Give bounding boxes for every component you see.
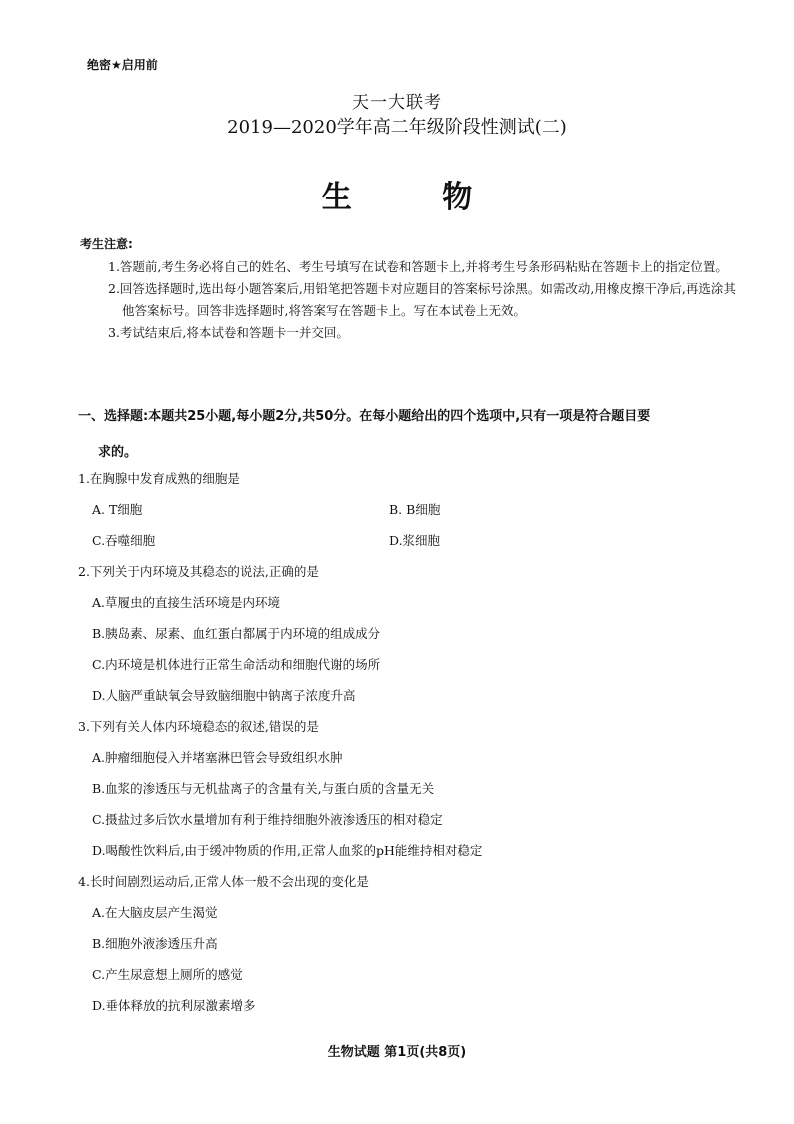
option-a: A. T细胞	[92, 502, 143, 517]
section-heading-line: 求的。	[98, 445, 138, 460]
option-row	[78, 494, 750, 525]
option-d: D.人脑严重缺氧会导致脑细胞中钠离子浓度升高	[92, 688, 356, 703]
option-b: B. B细胞	[389, 502, 441, 517]
question-stem: 2.下列关于内环境及其稳态的说法,正确的是	[78, 564, 319, 579]
page-footer: 生物试题 第1页(共8页)	[327, 1045, 467, 1060]
exam-name: 天一大联考	[352, 93, 442, 113]
question-2	[78, 556, 750, 711]
option-d: D.浆细胞	[389, 533, 441, 548]
option-a: A.在大脑皮层产生渴觉	[92, 905, 218, 920]
exam-header	[0, 92, 794, 140]
notice-item: 2.回答选择题时,选出每小题答案后,用铅笔把答题卡对应题目的答案标号涂黑。如需改动,用橡皮擦干净后,再选涂其他答案标号。回答非选择题时,将答案写在答题卡上。写在本试卷上无效。	[108, 281, 736, 318]
question-1	[78, 463, 750, 556]
notice-title: 考生注意:	[80, 237, 133, 251]
question-stem: 1.在胸腺中发育成熟的细胞是	[78, 471, 240, 486]
candidate-notice	[80, 235, 745, 344]
question-3	[78, 711, 750, 866]
option-a: A.草履虫的直接生活环境是内环境	[92, 595, 281, 610]
option-c: C.产生尿意想上厕所的感觉	[92, 967, 243, 982]
option-c: C.吞噬细胞	[92, 533, 156, 548]
question-4	[78, 866, 750, 1021]
confidential-label: 绝密★启用前	[87, 58, 158, 72]
option-row	[78, 525, 750, 556]
option-b: B.血浆的渗透压与无机盐离子的含量有关,与蛋白质的含量无关	[92, 781, 435, 796]
option-d: D.垂体释放的抗利尿激素增多	[92, 998, 256, 1013]
question-list	[78, 463, 750, 1021]
option-b: B.胰岛素、尿素、血红蛋白都属于内环境的组成成分	[92, 626, 381, 641]
question-stem: 4.长时间剧烈运动后,正常人体一般不会出现的变化是	[78, 874, 369, 889]
exam-title: 2019—2020学年高二年级阶段性测试(二)	[227, 117, 567, 138]
notice-item: 1.答题前,考生务必将自己的姓名、考生号填写在试卷和答题卡上,并将考生号条形码粘贴在答题卡上的指定位置。	[108, 259, 728, 274]
section-heading	[78, 399, 750, 471]
option-c: C.内环境是机体进行正常生命活动和细胞代谢的场所	[92, 657, 381, 672]
option-c: C.摄盐过多后饮水量增加有利于维持细胞外液渗透压的相对稳定	[92, 812, 443, 827]
question-stem: 3.下列有关人体内环境稳态的叙述,错误的是	[78, 719, 319, 734]
section-heading-line: 一、选择题:本题共25小题,每小题2分,共50分。在每小题给出的四个选项中,只有一项是符合题目要	[78, 409, 651, 424]
subject-title: 生 物	[321, 180, 513, 215]
notice-item: 3.考试结束后,将本试卷和答题卡一并交回。	[108, 325, 349, 340]
option-d: D.喝酸性饮料后,由于缓冲物质的作用,正常人血浆的pH能维持相对稳定	[92, 843, 483, 858]
option-a: A.肿瘤细胞侵入并堵塞淋巴管会导致组织水肿	[92, 750, 343, 765]
option-b: B.细胞外液渗透压升高	[92, 936, 218, 951]
